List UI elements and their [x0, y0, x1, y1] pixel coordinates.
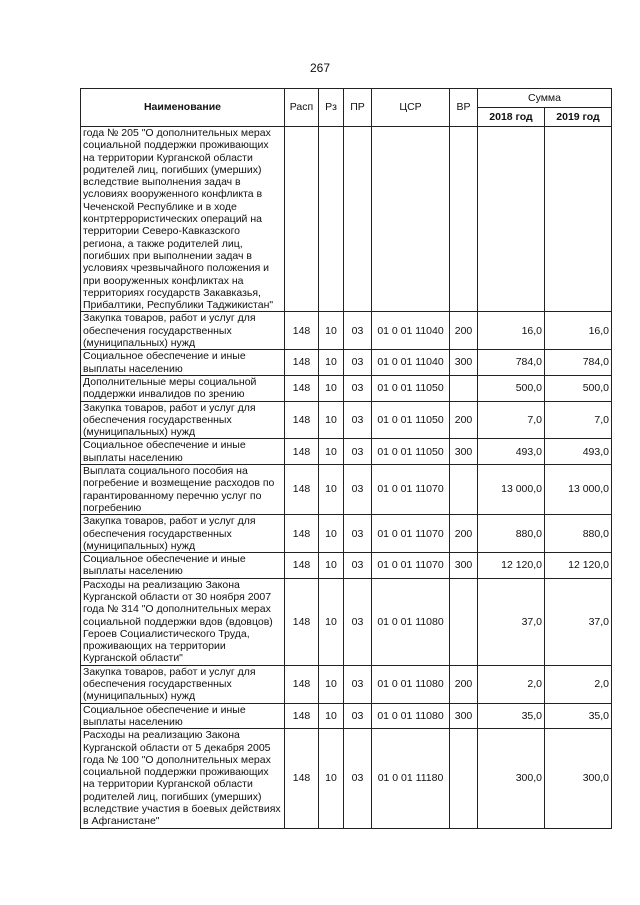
table-row	[81, 439, 612, 465]
cell-rasp: 148	[285, 350, 319, 376]
cell-2018: 2,0	[478, 665, 545, 703]
cell-csr: 01 0 01 11040	[372, 312, 450, 350]
header-name: Наименование	[81, 89, 285, 127]
cell-rz: 10	[319, 350, 344, 376]
cell-rasp: 148	[285, 515, 319, 553]
cell-pr: 03	[344, 465, 372, 515]
page-number: 267	[309, 61, 331, 75]
cell-rz: 10	[319, 439, 344, 465]
cell-name: Расходы на реализацию Закона Курганской области от 30 ноября 2007 года № 314 "О дополнительных мерах социальной поддержки вдов (вдовцов) Героев Социалистического Труда, проживающих на территории Курганской области"	[81, 578, 285, 665]
table-row	[81, 703, 612, 729]
cell-vr: 200	[450, 401, 478, 439]
header-rasp: Расп	[285, 89, 319, 127]
cell-2019	[545, 127, 612, 312]
cell-rasp: 148	[285, 375, 319, 401]
cell-rasp: 148	[285, 312, 319, 350]
cell-csr: 01 0 01 11050	[372, 401, 450, 439]
table-row	[81, 127, 612, 312]
cell-vr: 300	[450, 350, 478, 376]
cell-rz: 10	[319, 515, 344, 553]
cell-pr: 03	[344, 729, 372, 828]
cell-csr: 01 0 01 11070	[372, 465, 450, 515]
header-2019: 2019 год	[545, 108, 612, 127]
cell-name: Дополнительные меры социальной поддержки инвалидов по зрению	[81, 375, 285, 401]
cell-name: Социальное обеспечение и иные выплаты населению	[81, 439, 285, 465]
table-row	[81, 375, 612, 401]
cell-rz: 10	[319, 312, 344, 350]
cell-pr: 03	[344, 703, 372, 729]
cell-2019: 500,0	[545, 375, 612, 401]
cell-vr: 200	[450, 312, 478, 350]
cell-2019: 13 000,0	[545, 465, 612, 515]
cell-2018	[478, 127, 545, 312]
cell-name: Закупка товаров, работ и услуг для обеспечения государственных (муниципальных) нужд	[81, 665, 285, 703]
cell-name: Социальное обеспечение и иные выплаты населению	[81, 553, 285, 579]
cell-name: Закупка товаров, работ и услуг для обеспечения государственных (муниципальных) нужд	[81, 401, 285, 439]
cell-vr: 300	[450, 703, 478, 729]
cell-vr	[450, 127, 478, 312]
cell-2019: 300,0	[545, 729, 612, 828]
cell-name: Выплата социального пособия на погребение и возмещение расходов по гарантированному перечню услуг по погребению	[81, 465, 285, 515]
cell-pr: 03	[344, 553, 372, 579]
cell-pr: 03	[344, 515, 372, 553]
cell-rasp: 148	[285, 703, 319, 729]
cell-vr	[450, 375, 478, 401]
cell-name: года № 205 "О дополнительных мерах социальной поддержки проживающих на территории Курганской области родителей лиц, погибших (умерших) вследствие выполнения задач в условиях вооруженного конфликта в Чеченской Республике и в ходе контртеррористических операций на территории Северо-Кавказского региона, а также родителей лиц, погибших при выполнении задач в условиях чрезвычайного положения и при вооруженных конфликтах на территориях государств Закавказья, Прибалтики, Республики Таджикистан"	[81, 127, 285, 312]
table-header	[81, 89, 612, 127]
cell-2018: 35,0	[478, 703, 545, 729]
header-2018: 2018 год	[478, 108, 545, 127]
cell-pr	[344, 127, 372, 312]
cell-csr: 01 0 01 11070	[372, 515, 450, 553]
cell-vr: 300	[450, 439, 478, 465]
cell-rz: 10	[319, 465, 344, 515]
cell-rz: 10	[319, 375, 344, 401]
table-row	[81, 665, 612, 703]
cell-pr: 03	[344, 350, 372, 376]
cell-rz: 10	[319, 703, 344, 729]
cell-vr: 200	[450, 665, 478, 703]
cell-pr: 03	[344, 375, 372, 401]
table-row	[81, 729, 612, 828]
cell-name: Закупка товаров, работ и услуг для обеспечения государственных (муниципальных) нужд	[81, 515, 285, 553]
cell-pr: 03	[344, 439, 372, 465]
cell-rasp: 148	[285, 665, 319, 703]
cell-2018: 880,0	[478, 515, 545, 553]
cell-2018: 784,0	[478, 350, 545, 376]
cell-2019: 2,0	[545, 665, 612, 703]
cell-2018: 12 120,0	[478, 553, 545, 579]
cell-name: Социальное обеспечение и иные выплаты населению	[81, 703, 285, 729]
cell-2019: 7,0	[545, 401, 612, 439]
cell-rz: 10	[319, 665, 344, 703]
cell-2019: 493,0	[545, 439, 612, 465]
cell-csr: 01 0 01 11080	[372, 703, 450, 729]
cell-csr: 01 0 01 11040	[372, 350, 450, 376]
table-row	[81, 312, 612, 350]
cell-vr	[450, 729, 478, 828]
cell-2019: 12 120,0	[545, 553, 612, 579]
header-csr: ЦСР	[372, 89, 450, 127]
cell-2019: 784,0	[545, 350, 612, 376]
cell-vr	[450, 465, 478, 515]
cell-csr: 01 0 01 11180	[372, 729, 450, 828]
cell-csr: 01 0 01 11050	[372, 375, 450, 401]
cell-rz: 10	[319, 401, 344, 439]
cell-2019: 16,0	[545, 312, 612, 350]
cell-csr: 01 0 01 11050	[372, 439, 450, 465]
cell-pr: 03	[344, 665, 372, 703]
cell-name: Закупка товаров, работ и услуг для обеспечения государственных (муниципальных) нужд	[81, 312, 285, 350]
cell-name: Социальное обеспечение и иные выплаты населению	[81, 350, 285, 376]
cell-csr: 01 0 01 11080	[372, 578, 450, 665]
cell-2019: 35,0	[545, 703, 612, 729]
cell-vr: 300	[450, 553, 478, 579]
cell-csr: 01 0 01 11080	[372, 665, 450, 703]
cell-2018: 7,0	[478, 401, 545, 439]
cell-2018: 300,0	[478, 729, 545, 828]
cell-2018: 37,0	[478, 578, 545, 665]
cell-2019: 37,0	[545, 578, 612, 665]
cell-pr: 03	[344, 578, 372, 665]
table-row	[81, 553, 612, 579]
cell-2018: 13 000,0	[478, 465, 545, 515]
cell-csr	[372, 127, 450, 312]
cell-pr: 03	[344, 312, 372, 350]
table-row	[81, 465, 612, 515]
cell-vr	[450, 578, 478, 665]
cell-vr: 200	[450, 515, 478, 553]
cell-rasp: 148	[285, 401, 319, 439]
cell-rz	[319, 127, 344, 312]
cell-rasp	[285, 127, 319, 312]
cell-rasp: 148	[285, 439, 319, 465]
cell-2018: 16,0	[478, 312, 545, 350]
cell-rasp: 148	[285, 729, 319, 828]
cell-rasp: 148	[285, 578, 319, 665]
cell-csr: 01 0 01 11070	[372, 553, 450, 579]
table-row	[81, 515, 612, 553]
table-row	[81, 401, 612, 439]
cell-rasp: 148	[285, 465, 319, 515]
cell-name: Расходы на реализацию Закона Курганской области от 5 декабря 2005 года № 100 "О дополнительных мерах социальной поддержки проживающих на территории Курганской области родителей лиц, погибших (умерших) вследствие участия в боевых действиях в Афганистане"	[81, 729, 285, 828]
table-row	[81, 350, 612, 376]
cell-2019: 880,0	[545, 515, 612, 553]
cell-rz: 10	[319, 553, 344, 579]
budget-table	[80, 88, 612, 829]
cell-2018: 500,0	[478, 375, 545, 401]
table-row	[81, 578, 612, 665]
cell-rz: 10	[319, 729, 344, 828]
header-sum: Сумма	[478, 89, 612, 108]
header-rz: Рз	[319, 89, 344, 127]
cell-2018: 493,0	[478, 439, 545, 465]
cell-rasp: 148	[285, 553, 319, 579]
header-vr: ВР	[450, 89, 478, 127]
table-body	[81, 127, 612, 829]
cell-rz: 10	[319, 578, 344, 665]
cell-pr: 03	[344, 401, 372, 439]
header-pr: ПР	[344, 89, 372, 127]
